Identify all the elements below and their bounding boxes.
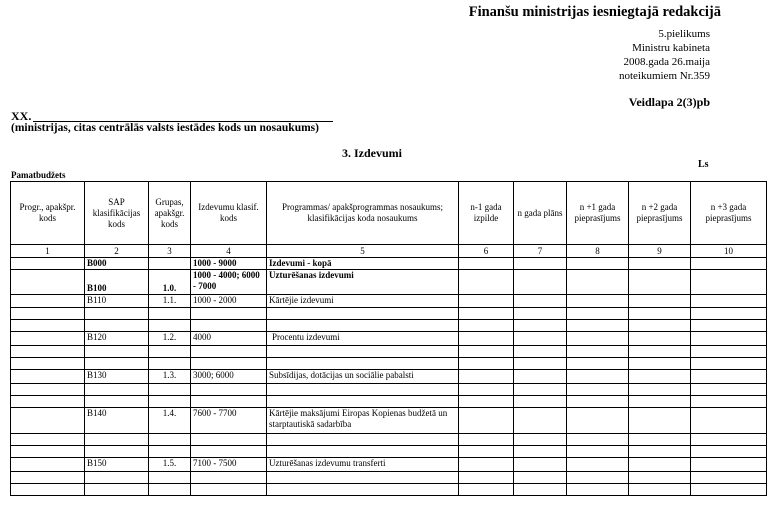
row-name: Procentu izdevumi bbox=[267, 332, 459, 346]
column-header: n gada plāns bbox=[514, 182, 567, 245]
column-number: 4 bbox=[191, 245, 267, 258]
column-number: 6 bbox=[459, 245, 514, 258]
value-cell[interactable] bbox=[691, 270, 767, 295]
appendix-line: Ministru kabineta bbox=[632, 42, 710, 54]
column-number: 10 bbox=[691, 245, 767, 258]
empty-row bbox=[11, 472, 767, 484]
currency-label: Ls bbox=[698, 159, 709, 170]
value-cell[interactable] bbox=[567, 258, 629, 270]
value-cell[interactable] bbox=[567, 270, 629, 295]
group-code: 1.1. bbox=[149, 295, 191, 308]
group-code: 1.4. bbox=[149, 408, 191, 434]
group-code bbox=[149, 258, 191, 270]
value-cell[interactable] bbox=[629, 295, 691, 308]
value-cell[interactable] bbox=[567, 295, 629, 308]
value-cell[interactable] bbox=[629, 370, 691, 384]
classif-code: 1000 - 2000 bbox=[191, 295, 267, 308]
value-cell[interactable] bbox=[459, 295, 514, 308]
classif-code: 4000 bbox=[191, 332, 267, 346]
value-cell[interactable] bbox=[459, 258, 514, 270]
value-cell[interactable] bbox=[629, 458, 691, 472]
table-row bbox=[11, 332, 767, 346]
classif-code: 3000; 6000 bbox=[191, 370, 267, 384]
sap-code: B000 bbox=[85, 258, 149, 270]
group-code: 1.5. bbox=[149, 458, 191, 472]
classif-code: 1000 - 9000 bbox=[191, 258, 267, 270]
classif-code: 7100 - 7500 bbox=[191, 458, 267, 472]
group-code: 1.3. bbox=[149, 370, 191, 384]
value-cell[interactable] bbox=[514, 370, 567, 384]
sap-code: B110 bbox=[85, 295, 149, 308]
document-title: Finanšu ministrijas iesniegtajā redakcijā bbox=[468, 4, 721, 20]
value-cell[interactable] bbox=[514, 332, 567, 346]
column-number: 7 bbox=[514, 245, 567, 258]
empty-row bbox=[11, 308, 767, 320]
sap-code: B140 bbox=[85, 408, 149, 434]
value-cell[interactable] bbox=[459, 270, 514, 295]
prog-cell bbox=[11, 332, 85, 346]
institution-caption: (ministrijas, citas centrālās valsts iestādes kods un nosaukums) bbox=[11, 122, 319, 134]
row-name: Izdevumi - kopā bbox=[267, 258, 459, 270]
table-row bbox=[11, 295, 767, 308]
sap-code: B100 bbox=[85, 270, 149, 295]
value-cell[interactable] bbox=[629, 332, 691, 346]
column-header: Izdevumu klasif. kods bbox=[191, 182, 267, 245]
value-cell[interactable] bbox=[629, 270, 691, 295]
appendix-line: noteikumiem Nr.359 bbox=[618, 70, 710, 82]
classif-code: 7600 - 7700 bbox=[191, 408, 267, 434]
empty-row bbox=[11, 320, 767, 332]
value-cell[interactable] bbox=[514, 295, 567, 308]
value-cell[interactable] bbox=[459, 332, 514, 346]
empty-row bbox=[11, 346, 767, 358]
group-code: 1.0. bbox=[149, 270, 191, 295]
column-number: 3 bbox=[149, 245, 191, 258]
column-number-row bbox=[11, 245, 767, 258]
institution-code: XX. bbox=[11, 109, 32, 123]
column-header: n-1 gada izpilde bbox=[459, 182, 514, 245]
table-row bbox=[11, 458, 767, 472]
value-cell[interactable] bbox=[691, 295, 767, 308]
prog-cell bbox=[11, 295, 85, 308]
column-number: 2 bbox=[85, 245, 149, 258]
value-cell[interactable] bbox=[567, 458, 629, 472]
column-header: Grupas, apakšgr. kods bbox=[149, 182, 191, 245]
prog-cell bbox=[11, 370, 85, 384]
column-header: SAP klasifikācijas kods bbox=[85, 182, 149, 245]
sap-code: B130 bbox=[85, 370, 149, 384]
column-number: 9 bbox=[629, 245, 691, 258]
empty-row bbox=[11, 446, 767, 458]
prog-cell bbox=[11, 408, 85, 434]
value-cell[interactable] bbox=[691, 332, 767, 346]
appendix-reference bbox=[619, 27, 710, 83]
row-name: Kārtējie maksājumi Eiropas Kopienas budžetā un starptautiskā sadarbība bbox=[267, 408, 459, 434]
table-row bbox=[11, 370, 767, 384]
value-cell[interactable] bbox=[567, 332, 629, 346]
row-name: Subsīdijas, dotācijas un sociālie pabalsti bbox=[267, 370, 459, 384]
value-cell[interactable] bbox=[459, 370, 514, 384]
empty-row bbox=[11, 396, 767, 408]
column-number: 1 bbox=[11, 245, 85, 258]
value-cell[interactable] bbox=[691, 458, 767, 472]
value-cell[interactable] bbox=[567, 370, 629, 384]
table-row bbox=[11, 408, 767, 434]
row-name: Uzturēšanas izdevumi bbox=[267, 270, 459, 295]
classif-code: 1000 - 4000; 6000 - 7000 bbox=[191, 270, 267, 295]
table-row bbox=[11, 270, 767, 295]
value-cell[interactable] bbox=[514, 408, 567, 434]
value-cell[interactable] bbox=[629, 408, 691, 434]
empty-row bbox=[11, 358, 767, 370]
group-code: 1.2. bbox=[149, 332, 191, 346]
appendix-line: 5.pielikums bbox=[658, 28, 710, 40]
column-number: 5 bbox=[267, 245, 459, 258]
column-header: n +2 gada pieprasījums bbox=[629, 182, 691, 245]
value-cell[interactable] bbox=[629, 258, 691, 270]
value-cell[interactable] bbox=[567, 408, 629, 434]
budget-label: Pamatbudžets bbox=[11, 170, 66, 180]
column-number: 8 bbox=[567, 245, 629, 258]
value-cell[interactable] bbox=[459, 408, 514, 434]
empty-row bbox=[11, 434, 767, 446]
value-cell[interactable] bbox=[514, 458, 567, 472]
expenditure-table bbox=[10, 181, 767, 496]
appendix-line: 2008.gada 26.maija bbox=[623, 56, 710, 68]
column-header: n +1 gada pieprasījums bbox=[567, 182, 629, 245]
empty-row bbox=[11, 484, 767, 496]
section-title: 3. Izdevumi bbox=[342, 146, 402, 160]
value-cell[interactable] bbox=[459, 458, 514, 472]
form-code: Veidlapa 2(3)pb bbox=[628, 95, 710, 109]
table-header-row bbox=[11, 182, 767, 245]
value-cell[interactable] bbox=[691, 258, 767, 270]
empty-row bbox=[11, 384, 767, 396]
value-cell[interactable] bbox=[691, 408, 767, 434]
sap-code: B120 bbox=[85, 332, 149, 346]
column-header: Progr., apakšpr. kods bbox=[11, 182, 85, 245]
prog-cell bbox=[11, 258, 85, 270]
sap-code: B150 bbox=[85, 458, 149, 472]
value-cell[interactable] bbox=[514, 258, 567, 270]
row-name: Uzturēšanas izdevumu transferti bbox=[267, 458, 459, 472]
row-name: Kārtējie izdevumi bbox=[267, 295, 459, 308]
column-header: n +3 gada pieprasījums bbox=[691, 182, 767, 245]
column-header: Programmas/ apakšprogrammas nosaukums; klasifikācijas koda nosaukums bbox=[267, 182, 459, 245]
table-row bbox=[11, 258, 767, 270]
value-cell[interactable] bbox=[691, 370, 767, 384]
prog-cell bbox=[11, 458, 85, 472]
value-cell[interactable] bbox=[514, 270, 567, 295]
prog-cell bbox=[11, 270, 85, 295]
